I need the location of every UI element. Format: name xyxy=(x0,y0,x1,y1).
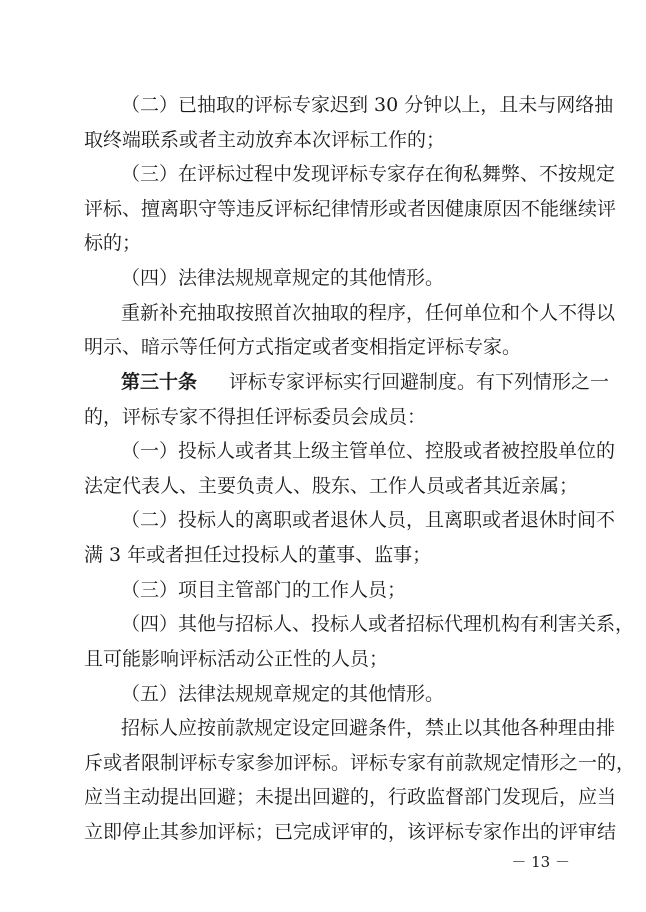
paragraph-line: 评标专家评标实行回避制度。有下列情形之一 xyxy=(229,370,610,393)
paragraph-line-last: 立即停止其参加评标；已完成评审的，该评标专家作出的评审结 xyxy=(84,821,617,843)
paragraph-line: 且可能影响评标活动公正性的人员； xyxy=(84,647,389,670)
paragraph-line: （二）已抽取的评标专家迟到 30 分钟以上，且未与网络抽 xyxy=(121,94,614,116)
paragraph-line: （二）投标人的离职或者退休人员，且离职或者退休时间不 xyxy=(121,509,616,532)
paragraph-line: 重新补充抽取按照首次抽取的程序，任何单位和个人不得以 xyxy=(121,301,616,324)
paragraph-line: 明示、暗示等任何方式指定或者变相指定评标专家。 xyxy=(84,336,522,359)
paragraph-line: 满 3 年或者担任过投标人的董事、监事； xyxy=(84,544,432,567)
paragraph-line: （三）项目主管部门的工作人员； xyxy=(121,578,407,601)
paragraph-line: 法定代表人、主要负责人、股东、工作人员或者其近亲属； xyxy=(84,474,579,497)
paragraph-line: 应当主动提出回避；未提出回避的，行政监督部门发现后，应当 xyxy=(84,786,617,809)
paragraph-line: 评标、擅离职守等违反评标纪律情形或者因健康原因不能继续评 xyxy=(84,197,617,220)
paragraph-line: （五）法律法规规章规定的其他情形。 xyxy=(121,682,445,705)
paragraph-line: 斥或者限制评标专家参加评标。评标专家有前款规定情形之一的， xyxy=(84,751,636,774)
article-heading: 第三十条 xyxy=(121,370,198,393)
paragraph-line: 招标人应按前款规定设定回避条件，禁止以其他各种理由排 xyxy=(121,717,616,740)
page-number: － 13 － xyxy=(511,853,570,871)
paragraph-line: 的，评标专家不得担任评标委员会成员： xyxy=(84,405,427,428)
paragraph-line: （三）在评标过程中发现评标专家存在徇私舞弊、不按规定 xyxy=(121,163,616,186)
paragraph-line: （四）法律法规规章规定的其他情形。 xyxy=(121,267,445,290)
paragraph-line: （一）投标人或者其上级主管单位、控股或者被控股单位的 xyxy=(121,440,616,463)
paragraph-line: 取终端联系或者主动放弃本次评标工作的； xyxy=(84,128,446,151)
paragraph-line: 标的； xyxy=(84,232,142,255)
paragraph-line: （四）其他与招标人、投标人或者招标代理机构有利害关系， xyxy=(121,613,635,636)
